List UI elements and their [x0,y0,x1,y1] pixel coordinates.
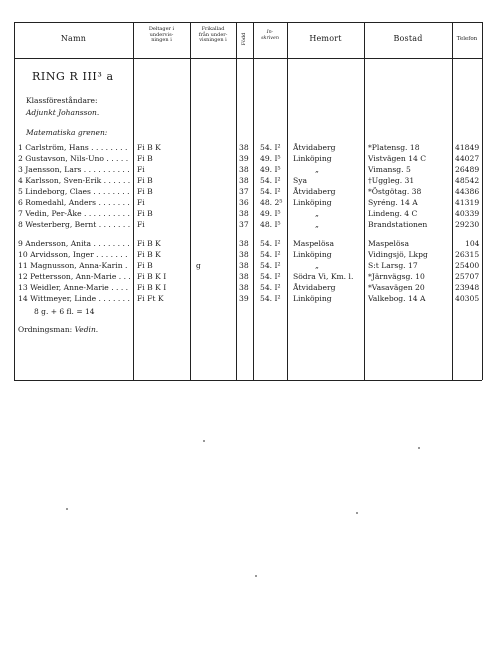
cell-inskriven: 54. I² [260,176,281,185]
table-row [0,164,500,175]
cell-name: 12 Pettersson, Ann-Marie . . . [18,271,130,282]
header-fodd: Född [241,32,247,46]
cell-bostad: *Järnvägsg. 10 [368,272,425,281]
cell-name: 7 Vedin, Per-Åke . . . [18,208,130,219]
header-frikallad-line: visningen i [199,37,227,43]
class-summary: 8 g. + 6 fl. = 14 [34,307,95,316]
cell-telefon: 25400 [455,261,480,270]
table-row [0,186,500,197]
cell-fodd: 36 [239,198,249,207]
cell-bostad: Maspelösa [368,239,409,248]
cell-bostad: Brandstationen [368,220,428,229]
cell-bostad: *Vasavägen 20 [368,283,425,292]
cell-fodd: 37 [239,187,249,196]
table-row [0,293,500,304]
cell-inskriven: 54. I² [260,187,281,196]
cell-bostad: †Uggleg. 31 [368,176,415,185]
klassforestandare-name [26,108,99,117]
cell-deltager: Fi B K [137,239,161,248]
cell-inskriven: 54. I² [260,143,281,152]
cell-fodd: 38 [239,239,249,248]
ordningsman [18,325,98,334]
table-bottom-rule [14,380,482,381]
cell-hemort: Linköping [293,154,332,163]
cell-name: 10 Arvidsson, Inger . . . [18,249,130,260]
cell-hemort: Södra Vi, Km. l. [293,272,354,281]
cell-telefon: 41849 [455,143,480,152]
cell-inskriven: 49. I⁵ [260,154,281,163]
cell-name: 13 Weidler, Anne-Marie . . . [18,282,130,293]
header-bostad: Bostad [393,34,423,43]
section-label [26,128,107,137]
table-row [0,175,500,186]
cell-bostad: Vistvägen 14 C [368,154,427,163]
cell-hemort: Maspelösa [293,239,334,248]
cell-hemort: Linköping [293,294,332,303]
cell-telefon: 26489 [455,165,480,174]
cell-deltager: Fi B K I [137,283,167,292]
cell-name: 6 Romedahl, Anders . . . [18,197,130,208]
cell-hemort: Linköping [293,250,332,259]
cell-fodd: 39 [239,294,249,303]
cell-hemort: Åtvidaberg [293,283,336,292]
cell-bostad: Vimansg. 5 [368,165,411,174]
cell-deltager: Fi [137,165,145,174]
header-namn: Namn [60,34,87,43]
cell-deltager: Fi B K I [137,272,167,281]
table-row [0,260,500,271]
table-top-rule [14,22,482,23]
cell-hemort: „ [315,220,319,229]
table-row [0,282,500,293]
cell-hemort: „ [315,261,319,270]
cell-deltager: Fi B [137,261,153,270]
cell-telefon: 48542 [455,176,480,185]
header-deltager-line: undervis- [149,31,174,38]
cell-frikallad: g [196,261,201,270]
cell-bostad: Vidingsjö, Lkpg [368,250,428,259]
cell-telefon: 23948 [455,283,480,292]
cell-telefon: 41319 [455,198,480,207]
cell-deltager: Fi B [137,209,153,218]
ordningsman-name: Vedin. [74,325,99,334]
cell-name: 5 Lindeborg, Claes . . . [18,186,130,197]
cell-inskriven: 48. 2⁵ [260,198,283,207]
cell-deltager: Fi B [137,187,153,196]
cell-inskriven: 48. I⁵ [260,220,281,229]
cell-name: 1 Carlström, Hans . . . [18,142,130,153]
cell-name: 8 Westerberg, Bernt . . . [18,219,130,230]
klassforestandare-label: Klassföreståndare: [26,96,98,105]
header-frikallad [190,27,236,44]
table-row [0,197,500,208]
cell-fodd: 38 [239,250,249,259]
klassforestandare-name-text: Adjunkt Johansson. [26,108,100,117]
scan-speck [66,508,68,510]
table-row [0,153,500,164]
cell-name: 14 Wittmeyer, Linde . . . [18,293,130,304]
cell-telefon: 29230 [455,220,480,229]
cell-hemort: „ [315,209,319,218]
header-telefon: Telefon [456,36,478,42]
cell-inskriven: 54. I² [260,261,281,270]
header-frikallad-line: Frikallad [201,26,225,32]
cell-bostad: *Platensg. 18 [368,143,420,152]
header-deltager-line: Deltager i [148,26,175,32]
cell-deltager: Fi B [137,154,153,163]
cell-hemort: Sya [293,176,308,185]
section-label-text: Matematiska grenen: [26,128,108,137]
scan-speck [203,440,205,442]
ring-title: RING R III³ a [32,70,114,83]
cell-fodd: 38 [239,283,249,292]
table-row [0,208,500,219]
header-inskriven [253,30,287,41]
cell-inskriven: 54. I² [260,250,281,259]
cell-fodd: 38 [239,209,249,218]
cell-inskriven: 54. I² [260,294,281,303]
cell-name: 4 Karlsson, Sven-Erik . . . [18,175,130,186]
cell-deltager: Fi B K [137,143,161,152]
scan-speck [356,512,358,514]
cell-fodd: 38 [239,165,249,174]
cell-deltager: Fi Ft K [137,294,164,303]
cell-hemort: Åtvidaberg [293,143,336,152]
header-frikallad-line: från under- [198,31,228,38]
header-deltager-line: ningen i [151,37,172,43]
header-inskriven-line: In- [266,30,274,35]
cell-bostad: Syréng. 14 A [368,198,418,207]
cell-name: 11 Magnusson, Anna-Karin . . . [18,260,130,271]
cell-telefon: 40339 [455,209,480,218]
cell-inskriven: 49. I⁵ [260,165,281,174]
cell-fodd: 38 [239,272,249,281]
cell-fodd: 38 [239,176,249,185]
cell-deltager: Fi [137,198,145,207]
cell-hemort: Åtvidaberg [293,187,336,196]
scan-speck [255,575,257,577]
cell-bostad: S:t Larsg. 17 [368,261,418,270]
cell-deltager: Fi B K [137,250,161,259]
cell-telefon: 44027 [455,154,480,163]
cell-telefon: 40305 [455,294,480,303]
cell-name: 3 Jaensson, Lars . . . [18,164,130,175]
table-row [0,249,500,260]
table-row [0,271,500,282]
cell-inskriven: 54. I² [260,272,281,281]
cell-inskriven: 54. I² [260,283,281,292]
cell-telefon: 25707 [455,272,480,281]
cell-hemort: „ [315,165,319,174]
cell-telefon: 44386 [455,187,480,196]
cell-telefon: 104 [465,239,480,248]
header-hemort: Hemort [309,34,342,43]
scan-speck [418,447,420,449]
cell-inskriven: 54. I² [260,239,281,248]
cell-deltager: Fi [137,220,145,229]
table-row [0,142,500,153]
cell-deltager: Fi B [137,176,153,185]
table-row [0,219,500,230]
cell-fodd: 37 [239,220,249,229]
header-deltager [133,27,190,44]
cell-bostad: *Östgötag. 38 [368,187,422,196]
cell-fodd: 38 [239,143,249,152]
cell-telefon: 26315 [455,250,480,259]
header-inskriven-line: skriven [261,35,279,41]
cell-fodd: 38 [239,261,249,270]
cell-name: 9 Andersson, Anita . . . [18,238,130,249]
table-row [0,238,500,249]
cell-inskriven: 49. I⁵ [260,209,281,218]
cell-hemort: Linköping [293,198,332,207]
cell-name: 2 Gustavson, Nils-Uno . . . [18,153,130,164]
cell-bostad: Lindeng. 4 C [368,209,418,218]
cell-bostad: Valkebog. 14 A [368,294,426,303]
ordningsman-label: Ordningsman: [18,325,73,334]
cell-fodd: 39 [239,154,249,163]
header-bottom-rule [14,58,482,59]
